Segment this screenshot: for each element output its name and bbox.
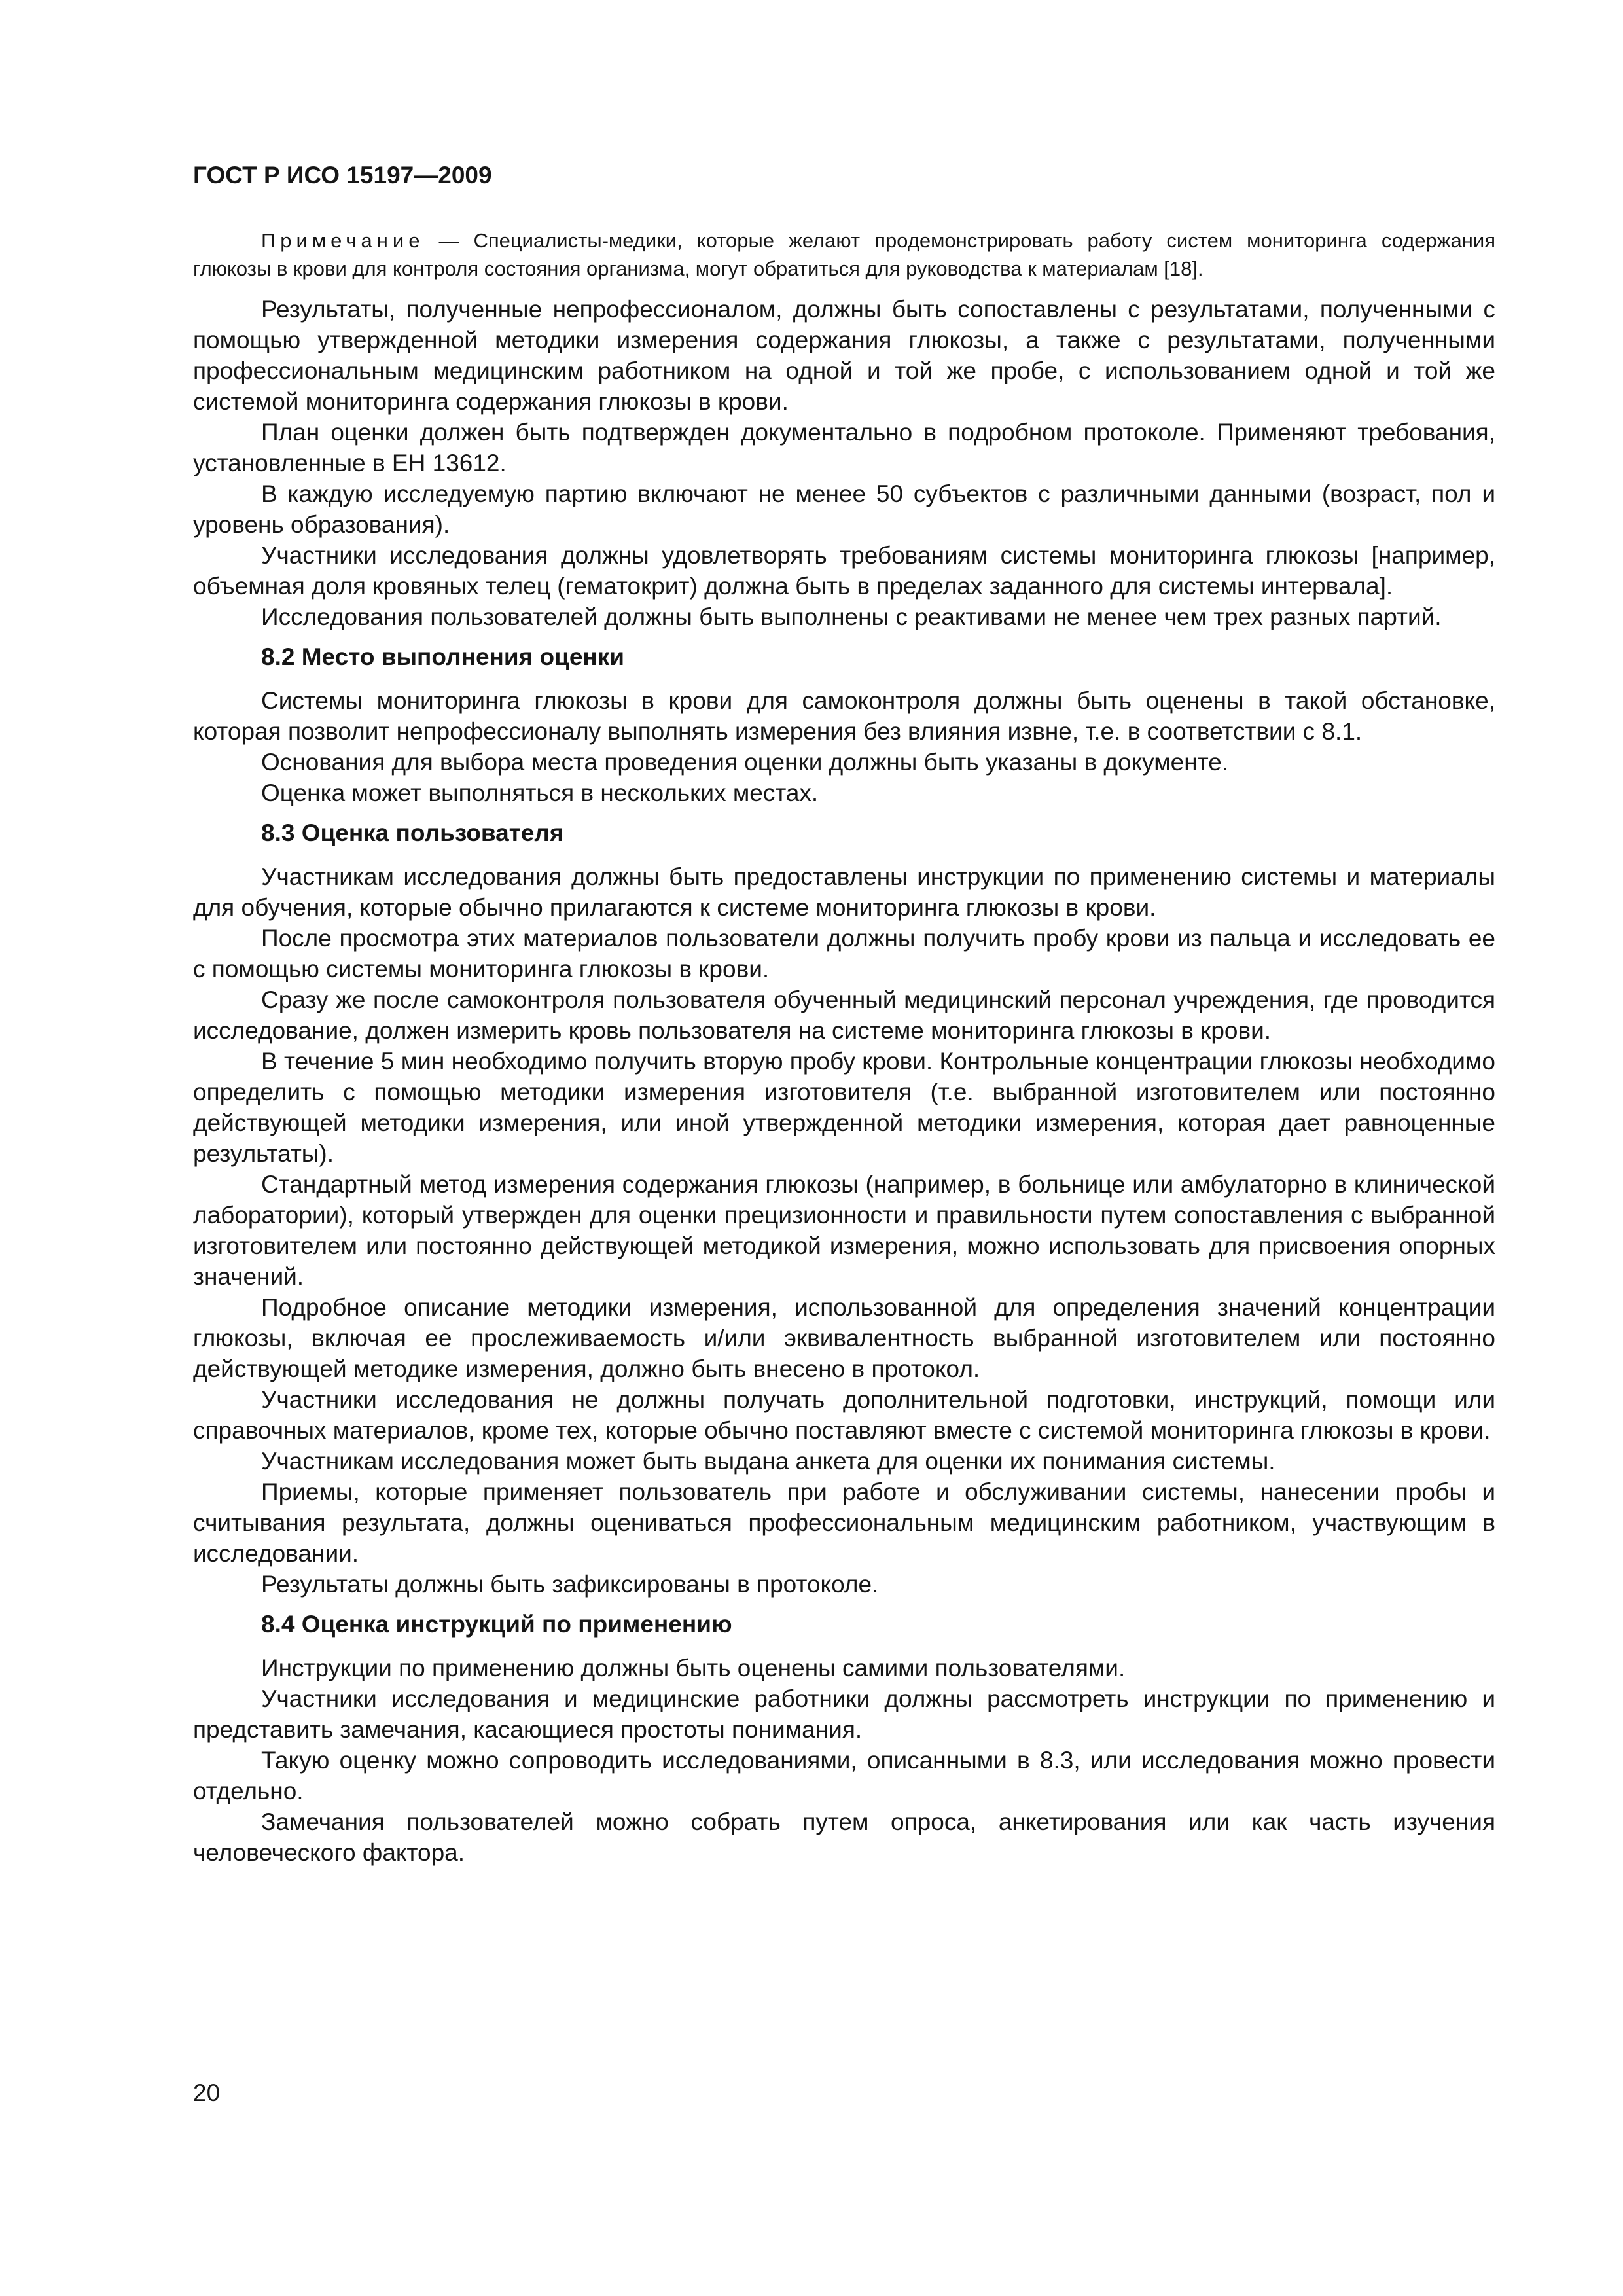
paragraph: В каждую исследуемую партию включают не менее 50 субъектов с различными данными (возраст, пол и уровень образования).	[193, 480, 1495, 538]
paragraph: Инструкции по применению должны быть оценены самими пользователями.	[261, 1655, 1126, 1681]
page-number: 20	[193, 2079, 221, 2106]
section-heading-8-3: 8.3 Оценка пользователя	[261, 819, 564, 846]
paragraph: Участники исследования и медицинские работники должны рассмотреть инструкции по применению и представить замечания, касающиеся простоты понимания.	[193, 1685, 1495, 1743]
section-heading-8-2: 8.2 Место выполнения оценки	[261, 643, 625, 670]
paragraph: Приемы, которые применяет пользователь при работе и обслуживании системы, нанесении пробы и считывания результата, должны оцениваться профессиональным медицинским работником, участвующим в исследовании.	[193, 1479, 1495, 1567]
paragraph: Результаты должны быть зафиксированы в протоколе.	[261, 1571, 879, 1598]
paragraph: После просмотра этих материалов пользователи должны получить пробу крови из пальца и исследовать ее с помощью системы мониторинга глюкозы в крови.	[193, 925, 1495, 982]
paragraph: Подробное описание методики измерения, использованной для определения значений концентрации глюкозы, включая ее прослеживаемость и/или эквивалентность выбранной изготовителем или постоянно действующей методике измерения, должно быть внесено в протокол.	[193, 1294, 1495, 1382]
note-label: Примечание	[261, 229, 425, 252]
paragraph: Сразу же после самоконтроля пользователя обученный медицинский персонал учреждения, где проводится исследование, должен измерить кровь пользователя на системе мониторинга глюкозы в крови.	[193, 986, 1495, 1044]
section-heading-8-4: 8.4 Оценка инструкций по применению	[261, 1611, 732, 1638]
paragraph: План оценки должен быть подтвержден документально в подробном протоколе. Применяют требования, установленные в ЕН 13612.	[193, 419, 1495, 476]
paragraph: Системы мониторинга глюкозы в крови для самоконтроля должны быть оценены в такой обстановке, которая позволит непрофессионалу выполнять измерения без влияния извне, т.е. в соответствии с 8.1.	[193, 687, 1495, 745]
page-content	[193, 226, 1495, 1868]
paragraph: Участники исследования не должны получать дополнительной подготовки, инструкций, помощи или справочных материалов, кроме тех, которые обычно поставляют вместе с системой мониторинга глюкозы в крови.	[193, 1386, 1495, 1444]
paragraph: Оценка может выполняться в нескольких местах.	[261, 780, 819, 806]
paragraph: Основания для выбора места проведения оценки должны быть указаны в документе.	[261, 749, 1229, 776]
paragraph: Участникам исследования должны быть предоставлены инструкции по применению системы и материалы для обучения, которые обычно прилагаются к системе мониторинга глюкозы в крови.	[193, 863, 1495, 921]
paragraph: Замечания пользователей можно собрать путем опроса, анкетирования или как часть изучения человеческого фактора.	[193, 1808, 1495, 1866]
paragraph: Такую оценку можно сопроводить исследованиями, описанными в 8.3, или исследования можно провести отдельно.	[193, 1747, 1495, 1804]
document-code-header: ГОСТ Р ИСО 15197—2009	[193, 162, 492, 188]
note-paragraph	[193, 226, 1495, 283]
paragraph: Исследования пользователей должны быть выполнены с реактивами не менее чем трех разных партий.	[261, 603, 1442, 630]
paragraph: Участники исследования должны удовлетворять требованиям системы мониторинга глюкозы [например, объемная доля кровяных телец (гематокрит) должна быть в пределах заданного для системы интервала].	[193, 542, 1495, 600]
note-text: — Специалисты-медики, которые желают продемонстрировать работу систем мониторинга содержания глюкозы в крови для контроля состояния организма, могут обратиться для руководства к материалам [18].	[193, 229, 1495, 280]
paragraph: В течение 5 мин необходимо получить вторую пробу крови. Контрольные концентрации глюкозы необходимо определить с помощью методики измерения изготовителя (т.е. выбранной изготовителем или постоянно действующей методики измерения, или иной утвержденной методики измерения, которая дает равноценные результаты).	[193, 1048, 1495, 1167]
paragraph: Стандартный метод измерения содержания глюкозы (например, в больнице или амбулаторно в клинической лаборатории), который утвержден для оценки прецизионности и правильности путем сопоставления с выбранной изготовителем или постоянно действующей методикой измерения, можно использовать для присвоения опорных значений.	[193, 1171, 1495, 1290]
paragraph: Результаты, полученные непрофессионалом, должны быть сопоставлены с результатами, полученными с помощью утвержденной методики измерения содержания глюкозы, а также с результатами, полученными профессиональным медицинским работником на одной и той же пробе, с использованием одной и той же системой мониторинга содержания глюкозы в крови.	[193, 296, 1495, 415]
paragraph: Участникам исследования может быть выдана анкета для оценки их понимания системы.	[261, 1448, 1275, 1475]
